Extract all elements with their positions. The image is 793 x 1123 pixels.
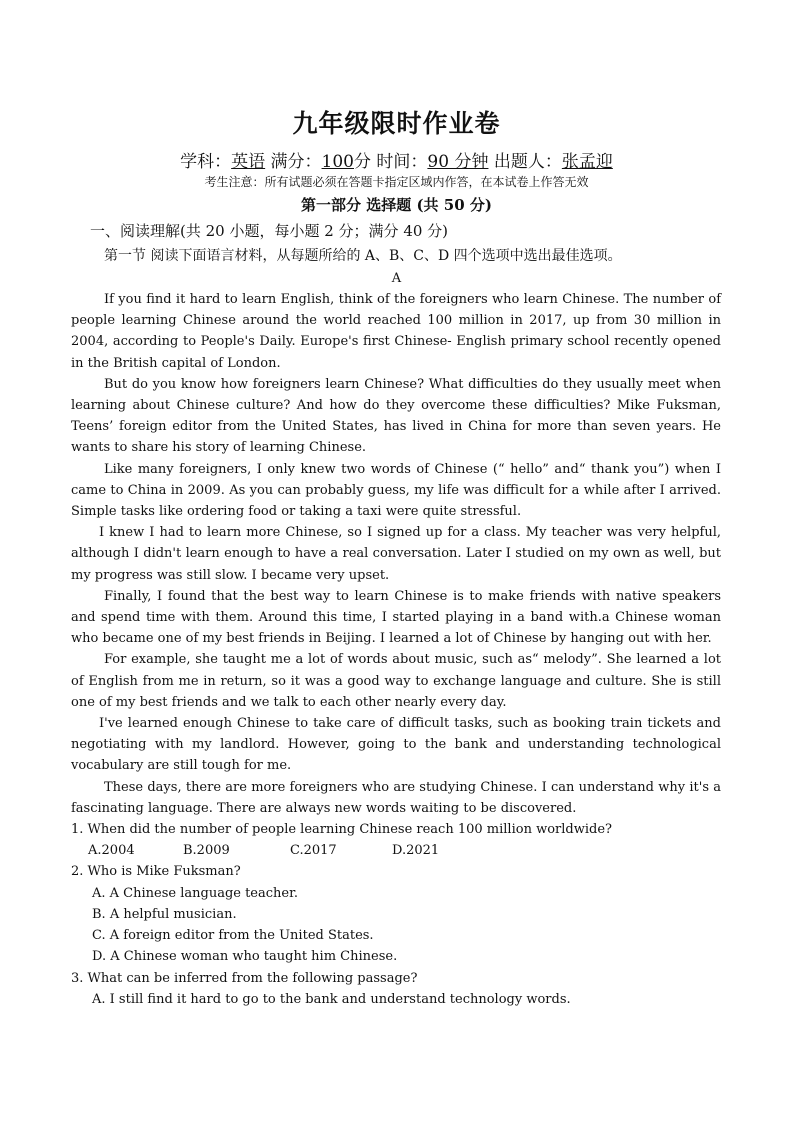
full-marks-value: 100: [321, 152, 354, 172]
exam-notice: 考生注意：所有试题必须在答题卡指定区域内作答，在本试卷上作答无效: [204, 175, 589, 189]
author-value: 张孟迎: [561, 152, 613, 172]
passage-paragraph: If you find it hard to learn English, think of the foreigners who learn Chinese. The number of people learning Chinese around the world reached 100 million in 2017, up from 30 million in 2004, according to People's Daily. Europe's first Chinese- English primary school recently opened in the British capital of London.: [71, 292, 721, 371]
passage-paragraph: For example, she taught me a lot of words about music, such as“ melody”. She learned a lot of English from me in return, so it was a good way to exchange language and culture. She is still one of my best friends and we talk to each other nearly every day.: [71, 652, 721, 710]
author-label: 出题人：: [488, 152, 562, 172]
passage-paragraph: Like many foreigners, I only knew two words of Chinese (“ hello” and“ thank you”) when I came to China in 2009. As you can probably guess, my life was difficult for a while after I arrived. Simple tasks like ordering food or taking a taxi were quite stressful.: [71, 461, 721, 520]
time-value: 90 分钟: [427, 152, 489, 172]
part-title: 第一部分 选择题 (共 50 分): [301, 196, 492, 214]
question-option: B.2009: [183, 843, 230, 859]
question-option: A. I still find it hard to go to the bank and understand technology words.: [92, 991, 571, 1007]
question-option: D. A Chinese woman who taught him Chinese.: [92, 949, 398, 965]
question-option: C.2017: [290, 843, 337, 859]
time-label: 时间：: [371, 152, 428, 172]
passage-paragraph: Finally, I found that the best way to learn Chinese is to make friends with native speakers and spend time with them. Around this time, I started playing in a band with.a Chinese woman who became one of my best friends in Beijing. I learned a lot of Chinese by hanging out with her.: [71, 588, 721, 647]
question-stem: 3. What can be inferred from the following passage?: [71, 970, 418, 986]
question-option: A.2004: [88, 843, 135, 859]
question-option: C. A foreign editor from the United States.: [92, 928, 374, 944]
passage-paragraph: But do you know how foreigners learn Chinese? What difficulties do they usually meet when learning about Chinese culture? And how do they overcome these difficulties? Mike Fuksman, Teens’ foreign editor from the United States, has lived in China for more than seven years. He wants to share his story of learning Chinese.: [71, 376, 721, 456]
page-title: 九年级限时作业卷: [292, 109, 501, 138]
question-option: B. A helpful musician.: [92, 906, 237, 922]
passage-body: [71, 289, 721, 1010]
subsection-instruction: 第一节 阅读下面语言材料，从每题所给的 A、B、C、D 四个选项中选出最佳选项。: [104, 248, 622, 264]
question-options-row: [71, 840, 721, 861]
full-marks-label: 满分：: [265, 152, 322, 172]
question-stem: 1. When did the number of people learning Chinese reach 100 million worldwide?: [71, 822, 612, 838]
passage-paragraph: I knew I had to learn more Chinese, so I signed up for a class. My teacher was very helpful, although I didn't learn enough to have a real conversation. Later I studied on my own as well, but my progress was still slow. I became very upset.: [71, 525, 721, 583]
passage-paragraph: These days, there are more foreigners who are studying Chinese. I can understand why it's a fascinating language. There are always new words waiting to be discovered.: [71, 779, 721, 816]
question-stem: 2. Who is Mike Fuksman?: [71, 864, 241, 880]
exam-info-line: [0, 147, 793, 172]
passage-paragraph: I've learned enough Chinese to take care of difficult tasks, such as booking train tickets and negotiating with my landlord. However, going to the bank and understanding technological vocabulary are still tough for me.: [71, 716, 721, 774]
subject-label: 学科：: [180, 152, 232, 172]
section-title: 一、阅读理解(共 20 小题，每小题 2 分；满分 40 分): [90, 222, 449, 240]
question-option: A. A Chinese language teacher.: [92, 885, 299, 901]
full-marks-unit: 分: [354, 152, 371, 172]
subject-value: 英语: [231, 152, 266, 172]
passage-letter: A: [391, 271, 402, 286]
question-option: D.2021: [392, 843, 440, 859]
